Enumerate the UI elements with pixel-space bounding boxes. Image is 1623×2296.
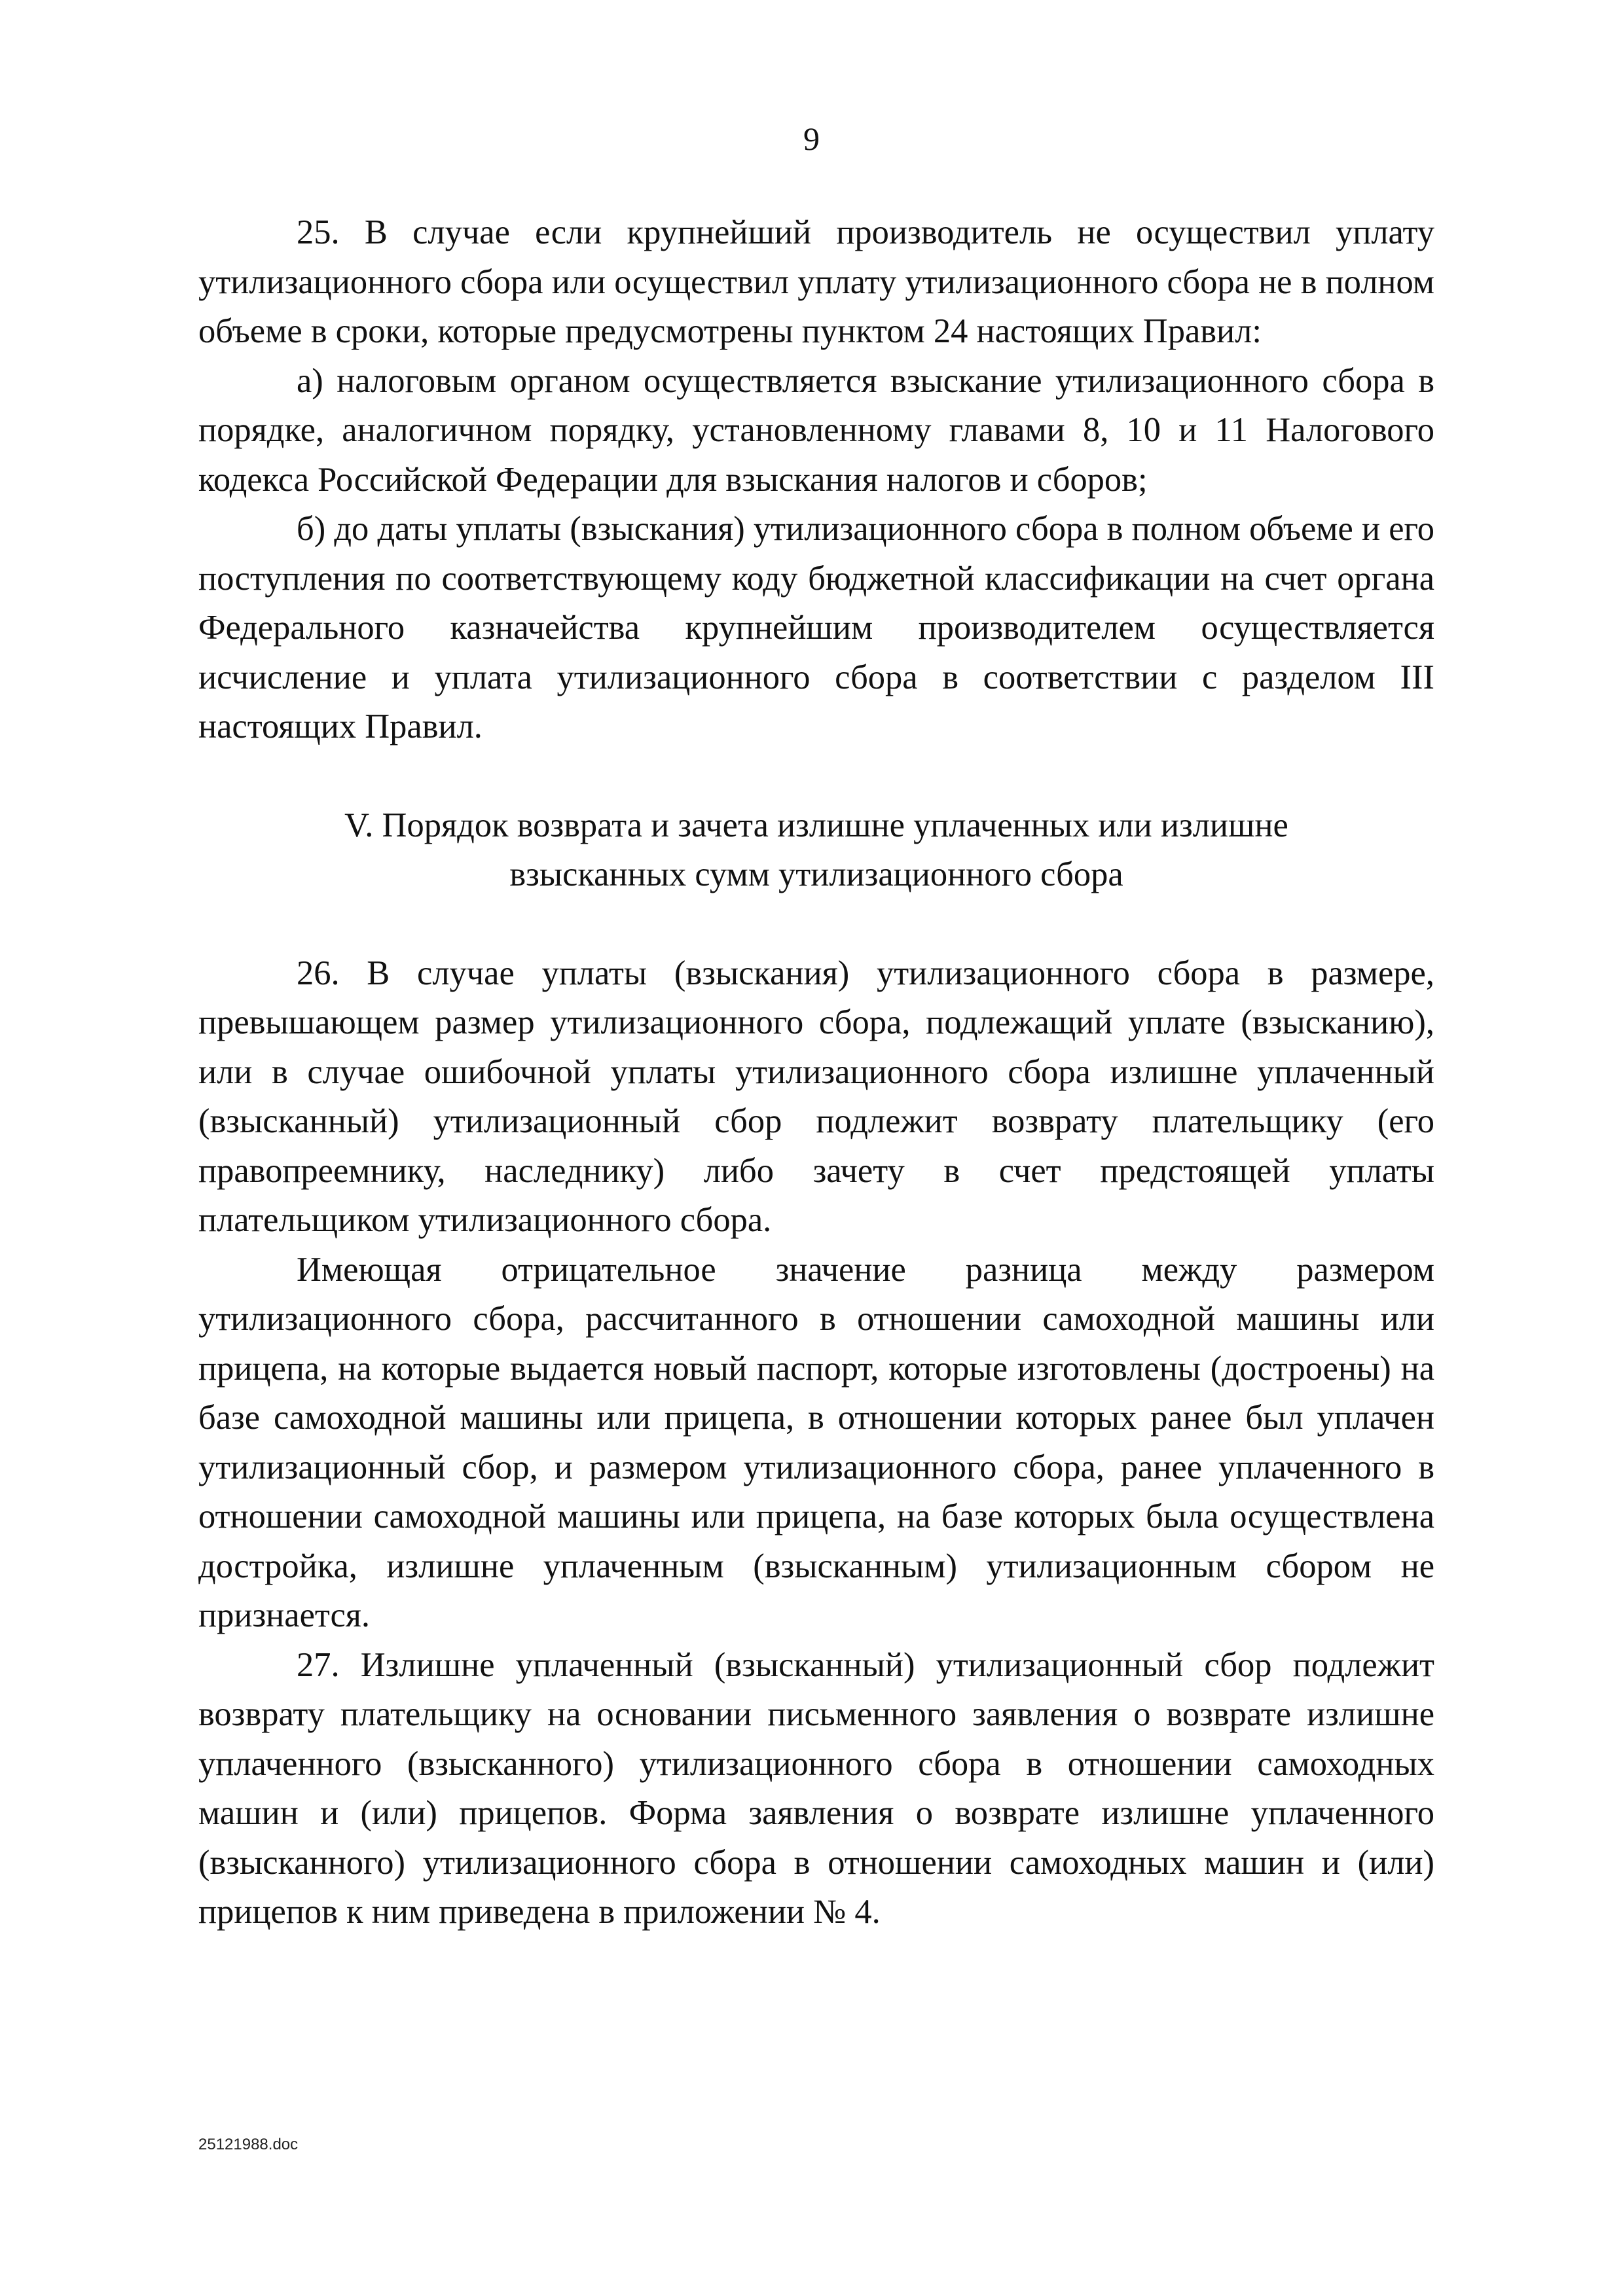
paragraph-25: 25. В случае если крупнейший производитель не осуществил уплату утилизационного сбора или осуществил уплату утилизационного сбора не в полном объеме в сроки, которые предусмотрены пунктом 24 настоящих Правил: [198, 213, 1434, 350]
section-heading-v [198, 801, 1434, 900]
section-heading-line-2: взысканных сумм утилизационного сбора [509, 855, 1123, 893]
document-code: 25121988.doc [198, 2136, 299, 2153]
paragraph-25a: а) налоговым органом осуществляется взыскание утилизационного сбора в порядке, аналогичном порядку, установленному главами 8, 10 и 11 Налогового кодекса Российской Федерации для взыскания налогов и сборов; [198, 361, 1434, 499]
paragraph-26: 26. В случае уплаты (взыскания) утилизационного сбора в размере, превышающем размер утилизационного сбора, подлежащий уплате (взысканию), или в случае ошибочной уплаты утилизационного сбора излишне уплаченный (взысканный) утилизационный сбор подлежит возврату плательщику (его правопреемнику, наследнику) либо зачету в счет предстоящей уплаты плательщиком утилизационного сбора. [198, 954, 1434, 1239]
page-number: 9 [803, 120, 820, 157]
paragraph-27: 27. Излишне уплаченный (взысканный) утилизационный сбор подлежит возврату плательщику на основании письменного заявления о возврате излишне уплаченного (взысканного) утилизационного сбора в отношении самоходных машин и (или) прицепов. Форма заявления о возврате излишне уплаченного (взысканного) утилизационного сбора в отношении самоходных машин и (или) прицепов к ним приведена в приложении № 4. [198, 1645, 1434, 1931]
document-body [198, 208, 1434, 1937]
section-heading-line-1: V. Порядок возврата и зачета излишне уплаченных или излишне [344, 806, 1288, 844]
paragraph-25b: б) до даты уплаты (взыскания) утилизационного сбора в полном объеме и его поступления по соответствующему коду бюджетной классификации на счет органа Федерального казначейства крупнейшим производителем осуществляется исчисление и уплата утилизационного сбора в соответствии с разделом III настоящих Правил. [198, 510, 1434, 745]
paragraph-26-continuation: Имеющая отрицательное значение разница между размером утилизационного сбора, рассчитанного в отношении самоходной машины или прицепа, на которые выдается новый паспорт, которые изготовлены (достроены) на базе самоходной машины или прицепа, в отношении которых ранее был уплачен утилизационный сбор, и размером утилизационного сбора, ранее уплаченного в отношении самоходной машины или прицепа, на базе которых была осуществлена достройка, излишне уплаченным (взысканным) утилизационным сбором не признается. [198, 1250, 1434, 1634]
